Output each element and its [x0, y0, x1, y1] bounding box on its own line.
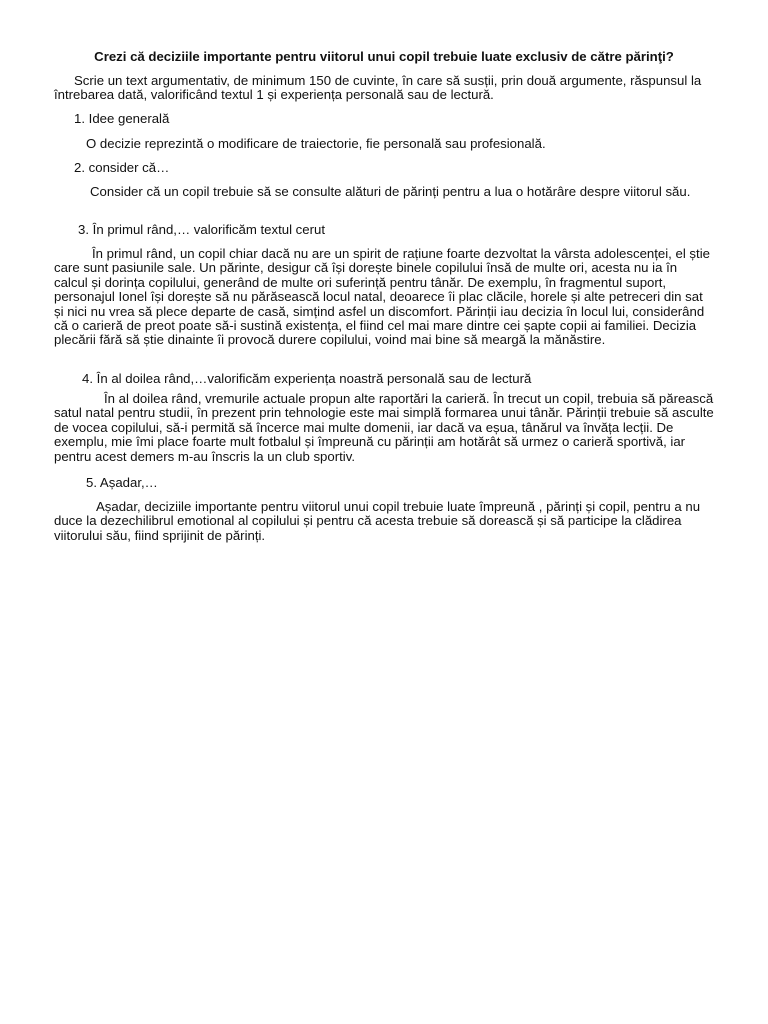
task-instructions: Scrie un text argumentativ, de minimum 150 de cuvinte, în care să susții, prin două argumente, răspunsul la întrebarea dată, valorificând textul 1 și experiența personală sau de lectură.	[54, 73, 702, 103]
section-body-5: Așadar, deciziile importante pentru viitorul unui copil trebuie luate împreună , părinți și copil, pentru a nu duce la dezechilibrul emotional al copilului și pentru că acesta trebuie să dorească și să participe la clădirea viitorului său, fiind sprijinit de părinți.	[54, 499, 701, 543]
section-heading-3: 3. În primul rând,… valorificăm textul cerut	[78, 222, 325, 237]
section-body-2: Consider că un copil trebuie să se consulte alături de părinți pentru a lua o hotărâre despre viitorul său.	[90, 184, 691, 199]
section-heading-5: 5. Așadar,…	[86, 475, 158, 490]
section-body-3: În primul rând, un copil chiar dacă nu are un spirit de rațiune foarte dezvoltat la vârsta adolescenței, el știe care sunt pasiunile sale. Un părinte, desigur că își dorește binele copilului însă de multe ori, acesta nu ia în calcul și dorința copilului, generând de multe ori suferință pentru tânăr. De exemplu, în fragmentul suport, personajul Ionel își dorește să nu părăsească locul natal, deoarece îi plac clăcile, horele și alte petreceri din sat și nici nu vrea să plece departe de casă, simțind asfel un discomfort. Părinții iau decizia în locul lui, considerând că o carieră de preot poate să-i sustină existența, el fiind cel mai mare dintre cei șapte copii ai familiei. Decizia plecării fără să știe dinainte îi provocă durere copilului, voind mai bine să meargă la mănăstire.	[54, 246, 710, 348]
section-body-4: În al doilea rând, vremurile actuale propun alte raportări la carieră. În trecut un copil, trebuia să părească satul natal pentru studii, în prezent prin tehnologie este mai simplă formarea unui tânăr. Părinții trebuie să asculte de vocea copilului, să-i permită să încerce mai multe domenii, iar dacă va eșua, tânărul va învăța lecții. De exemplu, mie îmi place foarte mult fotbalul și împreună cu părinții am hotărât să urmez o carieră sportivă, iar pentru acest demers m-au înscris la un club sportiv.	[54, 391, 714, 464]
section-heading-1: 1. Idee generală	[74, 111, 170, 126]
section-heading-2: 2. consider că…	[74, 160, 170, 175]
section-body-1: O decizie reprezintă o modificare de traiectorie, fie personală sau profesională.	[86, 136, 546, 151]
section-heading-4: 4. În al doilea rând,…valorificăm experiența noastră personală sau de lectură	[82, 371, 532, 386]
document-title: Crezi că deciziile importante pentru viitorul unui copil trebuie luate exclusiv de către părinţi?	[94, 49, 674, 64]
